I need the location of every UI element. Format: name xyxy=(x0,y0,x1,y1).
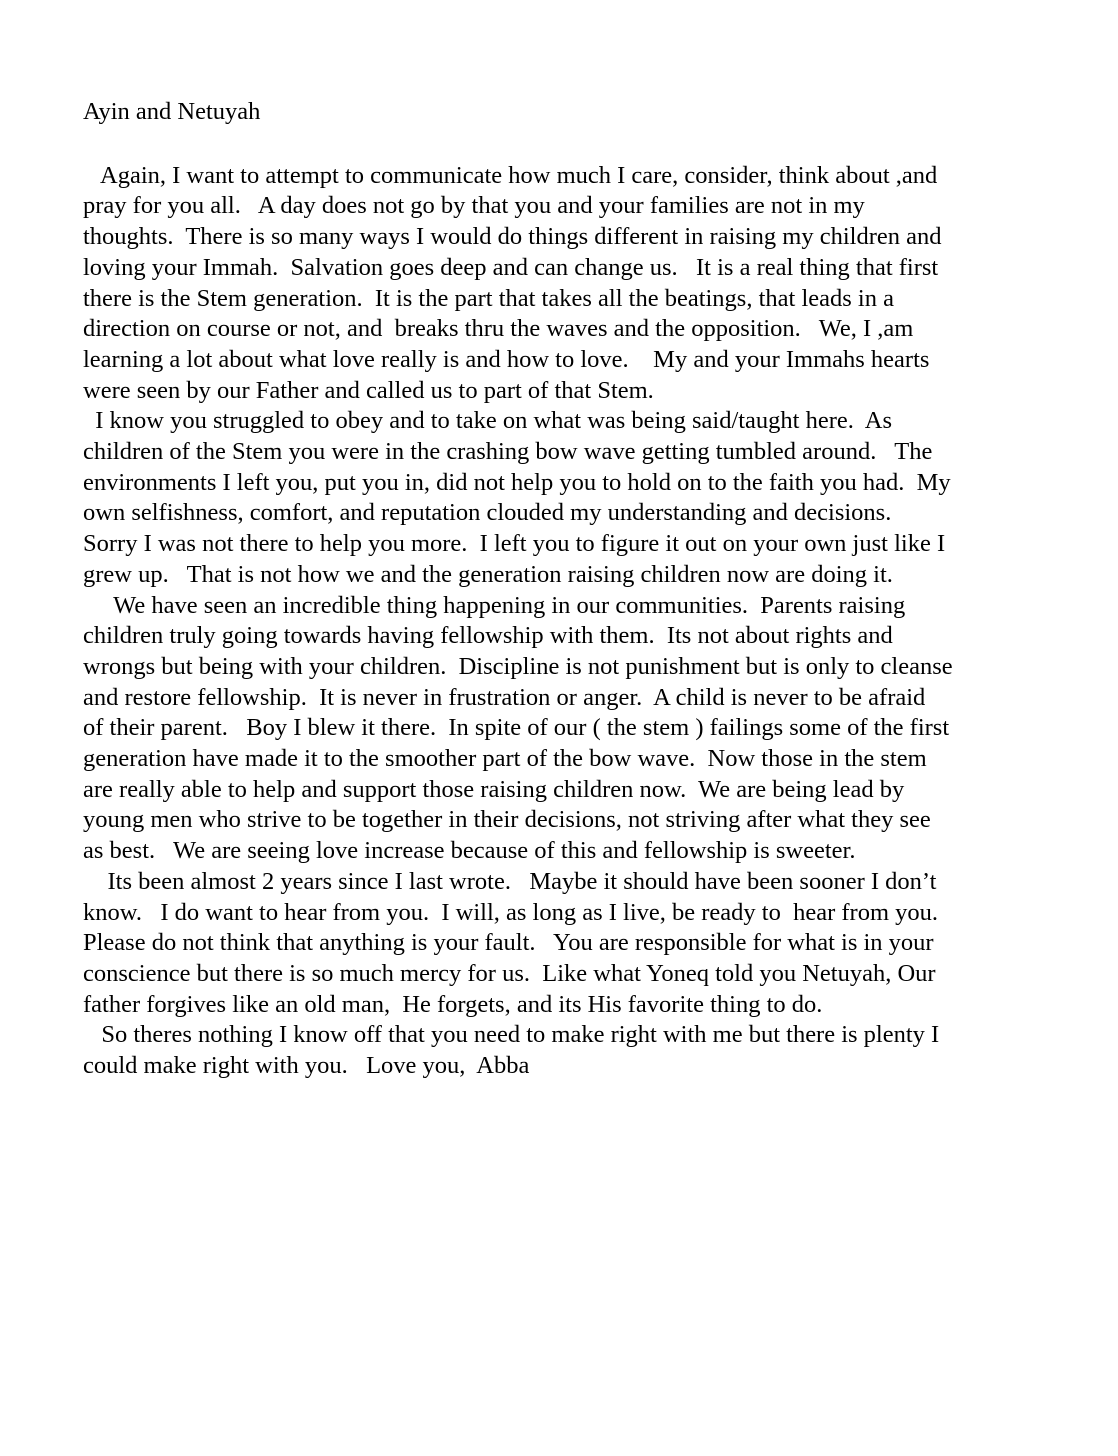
letter-line: loving your Immah. Salvation goes deep and can change us. It is a real thing that first xyxy=(83,253,939,281)
letter-line: wrongs but being with your children. Discipline is not punishment but is only to cleanse xyxy=(83,652,953,680)
letter-line: as best. We are seeing love increase because of this and fellowship is sweeter. xyxy=(83,837,856,865)
letter-body xyxy=(83,161,1078,1082)
letter-line: children truly going towards having fellowship with them. Its not about rights and xyxy=(83,622,893,650)
letter-line: We have seen an incredible thing happening in our communities. Parents raising xyxy=(83,591,906,619)
letter-line: Its been almost 2 years since I last wrote. Maybe it should have been sooner I don’t xyxy=(83,867,937,895)
letter-line: of their parent. Boy I blew it there. In spite of our ( the stem ) failings some of the first xyxy=(83,714,950,742)
letter-line: father forgives like an old man, He forgets, and its His favorite thing to do. xyxy=(83,990,823,1018)
letter-line: generation have made it to the smoother part of the bow wave. Now those in the stem xyxy=(83,745,927,773)
letter-line: Again, I want to attempt to communicate how much I care, consider, think about ,and xyxy=(83,161,938,189)
letter-line: thoughts. There is so many ways I would do things different in raising my children and xyxy=(83,223,942,251)
letter-line: environments I left you, put you in, did not help you to hold on to the faith you had. My xyxy=(83,468,951,496)
letter-line: young men who strive to be together in their decisions, not striving after what they see xyxy=(83,806,931,834)
letter-line: learning a lot about what love really is and how to love. My and your Immahs hearts xyxy=(83,345,930,373)
letter-line: were seen by our Father and called us to part of that Stem. xyxy=(83,376,654,404)
letter-line: children of the Stem you were in the crashing bow wave getting tumbled around. The xyxy=(83,438,933,466)
letter-line: are really able to help and support those raising children now. We are being lead by xyxy=(83,775,905,803)
letter-line: Please do not think that anything is your fault. You are responsible for what is in your xyxy=(83,929,934,957)
letter-line: grew up. That is not how we and the generation raising children now are doing it. xyxy=(83,560,893,588)
letter-line: own selfishness, comfort, and reputation clouded my understanding and decisions. xyxy=(83,499,892,527)
letter-line: Sorry I was not there to help you more. I left you to figure it out on your own just like I xyxy=(83,530,946,558)
letter-line: conscience but there is so much mercy for us. Like what Yoneq told you Netuyah, Our xyxy=(83,959,936,987)
letter-line: pray for you all. A day does not go by that you and your families are not in my xyxy=(83,192,865,220)
letter-line: could make right with you. Love you, Abba xyxy=(83,1052,530,1080)
letter-line: know. I do want to hear from you. I will, as long as I live, be ready to hear from you. xyxy=(83,898,939,926)
letter-line: and restore fellowship. It is never in frustration or anger. A child is never to be afraid xyxy=(83,683,926,711)
letter-line: direction on course or not, and breaks thru the waves and the opposition. We, I ,am xyxy=(83,315,914,343)
letter-line: So theres nothing I know off that you need to make right with me but there is plenty I xyxy=(83,1021,940,1049)
letter-line: I know you struggled to obey and to take on what was being said/taught here. As xyxy=(83,407,893,435)
letter-salutation: Ayin and Netuyah xyxy=(83,98,261,125)
letter-line: there is the Stem generation. It is the part that takes all the beatings, that leads in a xyxy=(83,284,894,312)
